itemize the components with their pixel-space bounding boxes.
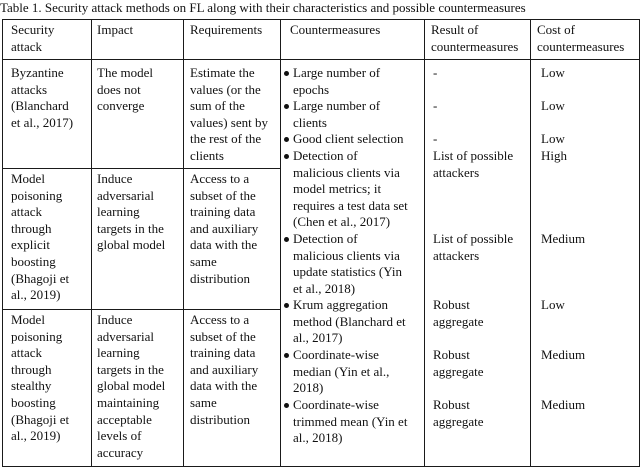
- security-attacks-table: [0, 19, 640, 467]
- countermeasure-text: Coordinate-wise median (Yin et al., 2018): [293, 347, 390, 396]
- countermeasure-text: Large number of clients: [293, 98, 381, 130]
- result-cell: -: [433, 131, 438, 146]
- row-1-impact: The model does not converge: [97, 65, 153, 114]
- cost-cell: Medium: [541, 397, 586, 412]
- table-top-rule: [2, 19, 640, 20]
- header-requirements: Requirements: [190, 22, 263, 37]
- result-cell: -: [433, 98, 438, 113]
- cost-cell: Low: [541, 98, 565, 113]
- cost-cell: High: [541, 148, 567, 163]
- header-result: Result of countermeasures: [431, 22, 519, 54]
- bullet-icon: [284, 403, 289, 408]
- countermeasure-text: Good client selection: [293, 131, 404, 146]
- cost-cell: Low: [541, 297, 565, 312]
- header-impact: Impact: [97, 22, 134, 37]
- countermeasure-text: Coordinate-wise trimmed mean (Yin et al., 2018): [293, 397, 408, 446]
- result-cell: List of possible attackers: [433, 148, 514, 180]
- bullet-icon: [284, 104, 289, 109]
- cost-cell: Low: [541, 65, 565, 80]
- row-2-bottom-rule: [2, 309, 280, 310]
- cost-cell: Medium: [541, 231, 586, 246]
- countermeasure-text: Krum aggregation method (Blanchard et al., 2017): [293, 297, 406, 346]
- row-3-requirements: Access to a subset of the training data and auxiliary data with the same distribution: [190, 312, 259, 427]
- col-rule-5: [530, 19, 531, 467]
- header-countermeasures: Countermeasures: [290, 22, 381, 37]
- header-cost: Cost of countermeasures: [537, 22, 625, 54]
- cost-cell: Low: [541, 131, 565, 146]
- col-rule-3: [280, 19, 281, 467]
- result-cell: Robust aggregate: [433, 297, 484, 329]
- col-rule-0: [2, 19, 3, 467]
- row-1-requirements: Estimate the values (or the sum of the values) sent by the rest of the clients: [190, 65, 268, 163]
- countermeasure-text: Detection of malicious clients via model metrics; it requires a test data set (Chen et al., 2017): [293, 148, 408, 230]
- result-cell: Robust aggregate: [433, 397, 484, 429]
- result-cell: List of possible attackers: [433, 231, 514, 263]
- countermeasure-text: Large number of epochs: [293, 65, 381, 97]
- header-bottom-rule: [2, 59, 640, 60]
- table-caption: Table 1. Security attack methods on FL along with their characteristics and possible countermeasures: [0, 0, 526, 15]
- row-1-attack: Byzantine attacks (Blanchard et al., 2017): [11, 65, 74, 130]
- bullet-icon: [284, 303, 289, 308]
- row-3-attack: Model poisoning attack through stealthy boosting (Bhagoji et al., 2019): [11, 312, 70, 444]
- row-2-attack: Model poisoning attack through explicit boosting (Bhagoji et al., 2019): [11, 171, 70, 303]
- header-security-attack: Security attack: [11, 22, 55, 54]
- bullet-icon: [284, 71, 289, 76]
- result-cell: Robust aggregate: [433, 347, 484, 379]
- bullet-icon: [284, 137, 289, 142]
- row-2-impact: Induce adversarial learning targets in the global model: [97, 171, 166, 253]
- bullet-icon: [284, 353, 289, 358]
- row-3-impact: Induce adversarial learning targets in the global model maintaining acceptable levels of accuracy: [97, 312, 166, 460]
- row-2-requirements: Access to a subset of the training data and auxiliary data with the same distribution: [190, 171, 259, 286]
- col-rule-2: [183, 19, 184, 467]
- col-rule-1: [91, 19, 92, 467]
- row-1-bottom-rule: [2, 168, 280, 169]
- cost-cell: Medium: [541, 347, 586, 362]
- bullet-icon: [284, 154, 289, 159]
- bullet-icon: [284, 237, 289, 242]
- countermeasure-text: Detection of malicious clients via update statistics (Yin et al., 2018): [293, 231, 403, 296]
- result-cell: -: [433, 65, 438, 80]
